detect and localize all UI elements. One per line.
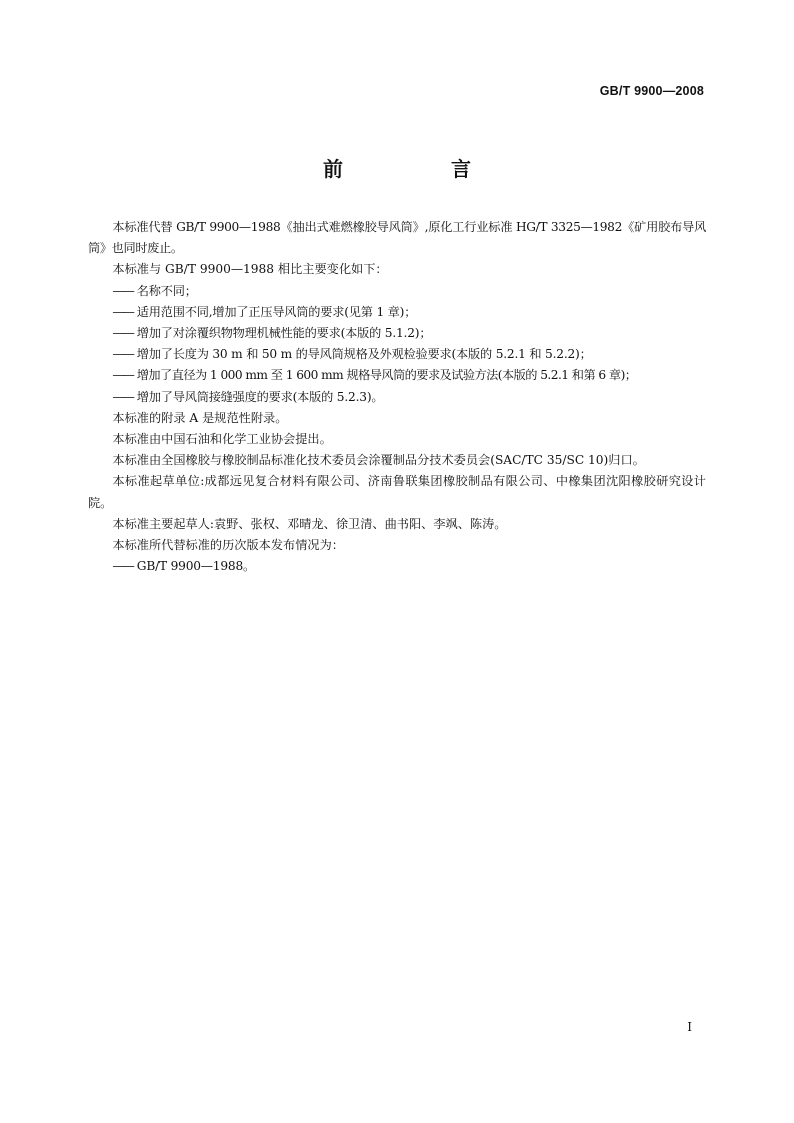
standard-code-header: GB/T 9900—2008: [599, 84, 704, 98]
paragraph-changes-intro: 本标准与 GB/T 9900—1988 相比主要变化如下：: [112, 262, 388, 277]
change-item: [88, 323, 706, 344]
change-item-text: 增加了直径为 1 000 mm 至 1 600 mm 规格导风筒的要求及试验方法(本版的 5.2.1 和第 6 章)；: [136, 368, 637, 383]
dash-mark: ——: [112, 326, 133, 341]
change-item: [88, 302, 706, 323]
history-item-text: GB/T 9900—1988。: [136, 559, 255, 574]
dash-mark: ——: [112, 347, 133, 362]
paragraph-history-intro: 本标准所代替标准的历次版本发布情况为：: [112, 538, 344, 553]
change-item-text: 增加了对涂覆织物物理机械性能的要求(本版的 5.1.2)；: [136, 326, 432, 341]
dash-mark: ——: [112, 304, 133, 319]
dash-mark: ——: [112, 559, 133, 574]
paragraph-proposer: 本标准由中国石油和化学工业协会提出。: [112, 432, 332, 447]
dash-mark: ——: [112, 389, 133, 404]
paragraph-annex: 本标准的附录 A 是规范性附录。: [112, 410, 288, 425]
dash-mark: ——: [112, 283, 133, 298]
change-item: [88, 387, 706, 408]
change-item-text: 适用范围不同,增加了正压导风筒的要求(见第 1 章)；: [136, 304, 417, 319]
paragraph-drafters: 本标准主要起草人:袁野、张权、邓晴龙、徐卫清、曲书阳、李飒、陈涛。: [112, 516, 507, 531]
change-item-text: 名称不同；: [136, 283, 197, 298]
change-item: [88, 365, 706, 386]
paragraph-administrator: 本标准由全国橡胶与橡胶制品标准化技术委员会涂覆制品分技术委员会(SAC/TC 35/SC 10)归口。: [112, 453, 645, 468]
paragraph-supersedes: 本标准代替 GB/T 9900—1988《抽出式难燃橡胶导风筒》,原化工行业标准 HG/T 3325—1982《矿用胶布导风筒》也同时废止。: [88, 220, 706, 256]
page-title: 前 言: [323, 157, 515, 181]
change-item: [88, 344, 706, 365]
change-item-text: 增加了长度为 30 m 和 50 m 的导风筒规格及外观检验要求(本版的 5.2.1 和 5.2.2)；: [136, 347, 592, 362]
change-item: [88, 281, 706, 302]
history-item: [88, 556, 706, 577]
paragraph-drafting-units: 本标准起草单位:成都远见复合材料有限公司、济南鲁联集团橡胶制品有限公司、中橡集团沈阳橡胶研究设计院。: [88, 474, 706, 510]
page-number: I: [687, 1020, 692, 1034]
change-item-text: 增加了导风筒接缝强度的要求(本版的 5.2.3)。: [136, 389, 384, 404]
foreword-body: [88, 217, 706, 577]
dash-mark: ——: [112, 368, 133, 383]
